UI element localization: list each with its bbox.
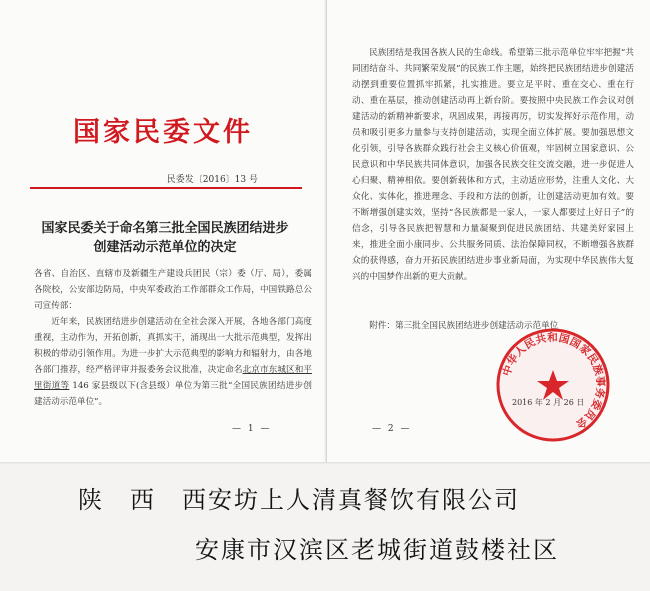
page-number-2: — 2 — bbox=[372, 424, 412, 434]
seal-text-arc: 中华人民共和国国家民族事务委员会 bbox=[500, 331, 607, 431]
caption-org-name: 西安坊上人清真餐饮有限公司 bbox=[182, 486, 520, 514]
document-heading-line-1: 国家民委关于命名第三批全国民族团结进步 bbox=[41, 221, 289, 236]
caption-line-1 bbox=[78, 480, 520, 515]
caption-province-char-2: 西 bbox=[130, 486, 156, 514]
caption-line-2: 安康市汉滨区老城街道鼓楼社区 bbox=[195, 536, 559, 564]
document-heading-line-2: 创建活动示范单位的决定 bbox=[93, 240, 237, 255]
body-text-underlined: 北京市东城区和平里街道等 bbox=[34, 365, 312, 391]
red-divider-line bbox=[30, 187, 302, 189]
body-text-before: 近年来，民族团结进步创建活动在全社会深入开展，各地各部门高度重视，主动作为，开拓创新，真抓实干，涌现出一大批示范典型，发挥出积极的带动引领作用。为进一步扩大示范典型的影响力和辐射力，由各地各部门推荐，经严格评审并报委务会议批准，决定命名 bbox=[34, 317, 312, 375]
document-number: 民委发〔2016〕13 号 bbox=[166, 175, 258, 185]
official-seal-stamp bbox=[494, 326, 612, 444]
document-heading bbox=[20, 219, 310, 257]
body-paragraph-1 bbox=[34, 314, 312, 410]
document-page-1 bbox=[0, 0, 326, 462]
body-text-after: 146 家县级以下(含县级）单位为第三批“全国民族团结进步创建活动示范单位”。 bbox=[34, 381, 312, 407]
body-paragraph-2: 民族团结是我国各族人民的生命线。希望第三批示范单位牢牢把握“共同团结奋斗、共同繁荣发展”的民族工作主题，始终把民族团结进步创建活动摆到重要位置抓牢抓紧，扎实推进。要立足平时、重在交心、重在行动、重在基层，推动创建活动再上新台阶。要按照中央民族工作会议对创建活动的新精神新要求，巩固成果，再接再厉，切实发挥好示范作用，动员和吸引更多力量参与支持创建活动，实现全面立体扩展。要加强思想文化引领，引导各族群众践行社会主义核心价值观，牢固树立国家意识、公民意识和中华民族共同体意识，加强各民族交往交流交融，进一步促进人心归聚、精神相依。要创新载体和方式，主动适应形势，注重人文化、大众化、实体化，推进理念、手段和方法的创新，让创建活动更加有效。要不断增强创建实效，坚持“各民族都是一家人，一家人都要过上好日子”的信念，引导各民族把智慧和力量凝聚到促进民族团结、共建美好家园上来，推进全面小康同步、公共服务同质、法治保障同权，不断增强各族群众的获得感，奋力开拓民族团结进步事业新局面，为实现中华民族伟大复兴的中国梦作出新的更大贡献。 bbox=[352, 48, 634, 282]
caption-province-char-1: 陕 bbox=[78, 486, 104, 514]
document-date: 2016 年 2 月 26 日 bbox=[512, 398, 585, 407]
page-number-1: — 1 — bbox=[232, 424, 272, 434]
addressee-paragraph: 各省、自治区、直辖市及新疆生产建设兵团民（宗）委（厅、局），委属各院校，公安部边防局，中央军委政治工作部群众工作局，中国铁路总公司宣传部： bbox=[34, 269, 312, 311]
attachment-line: 附件：第三批全国民族团结进步创建活动示范单位 bbox=[369, 321, 559, 331]
document-header-title: 国家民委文件 bbox=[73, 117, 253, 148]
